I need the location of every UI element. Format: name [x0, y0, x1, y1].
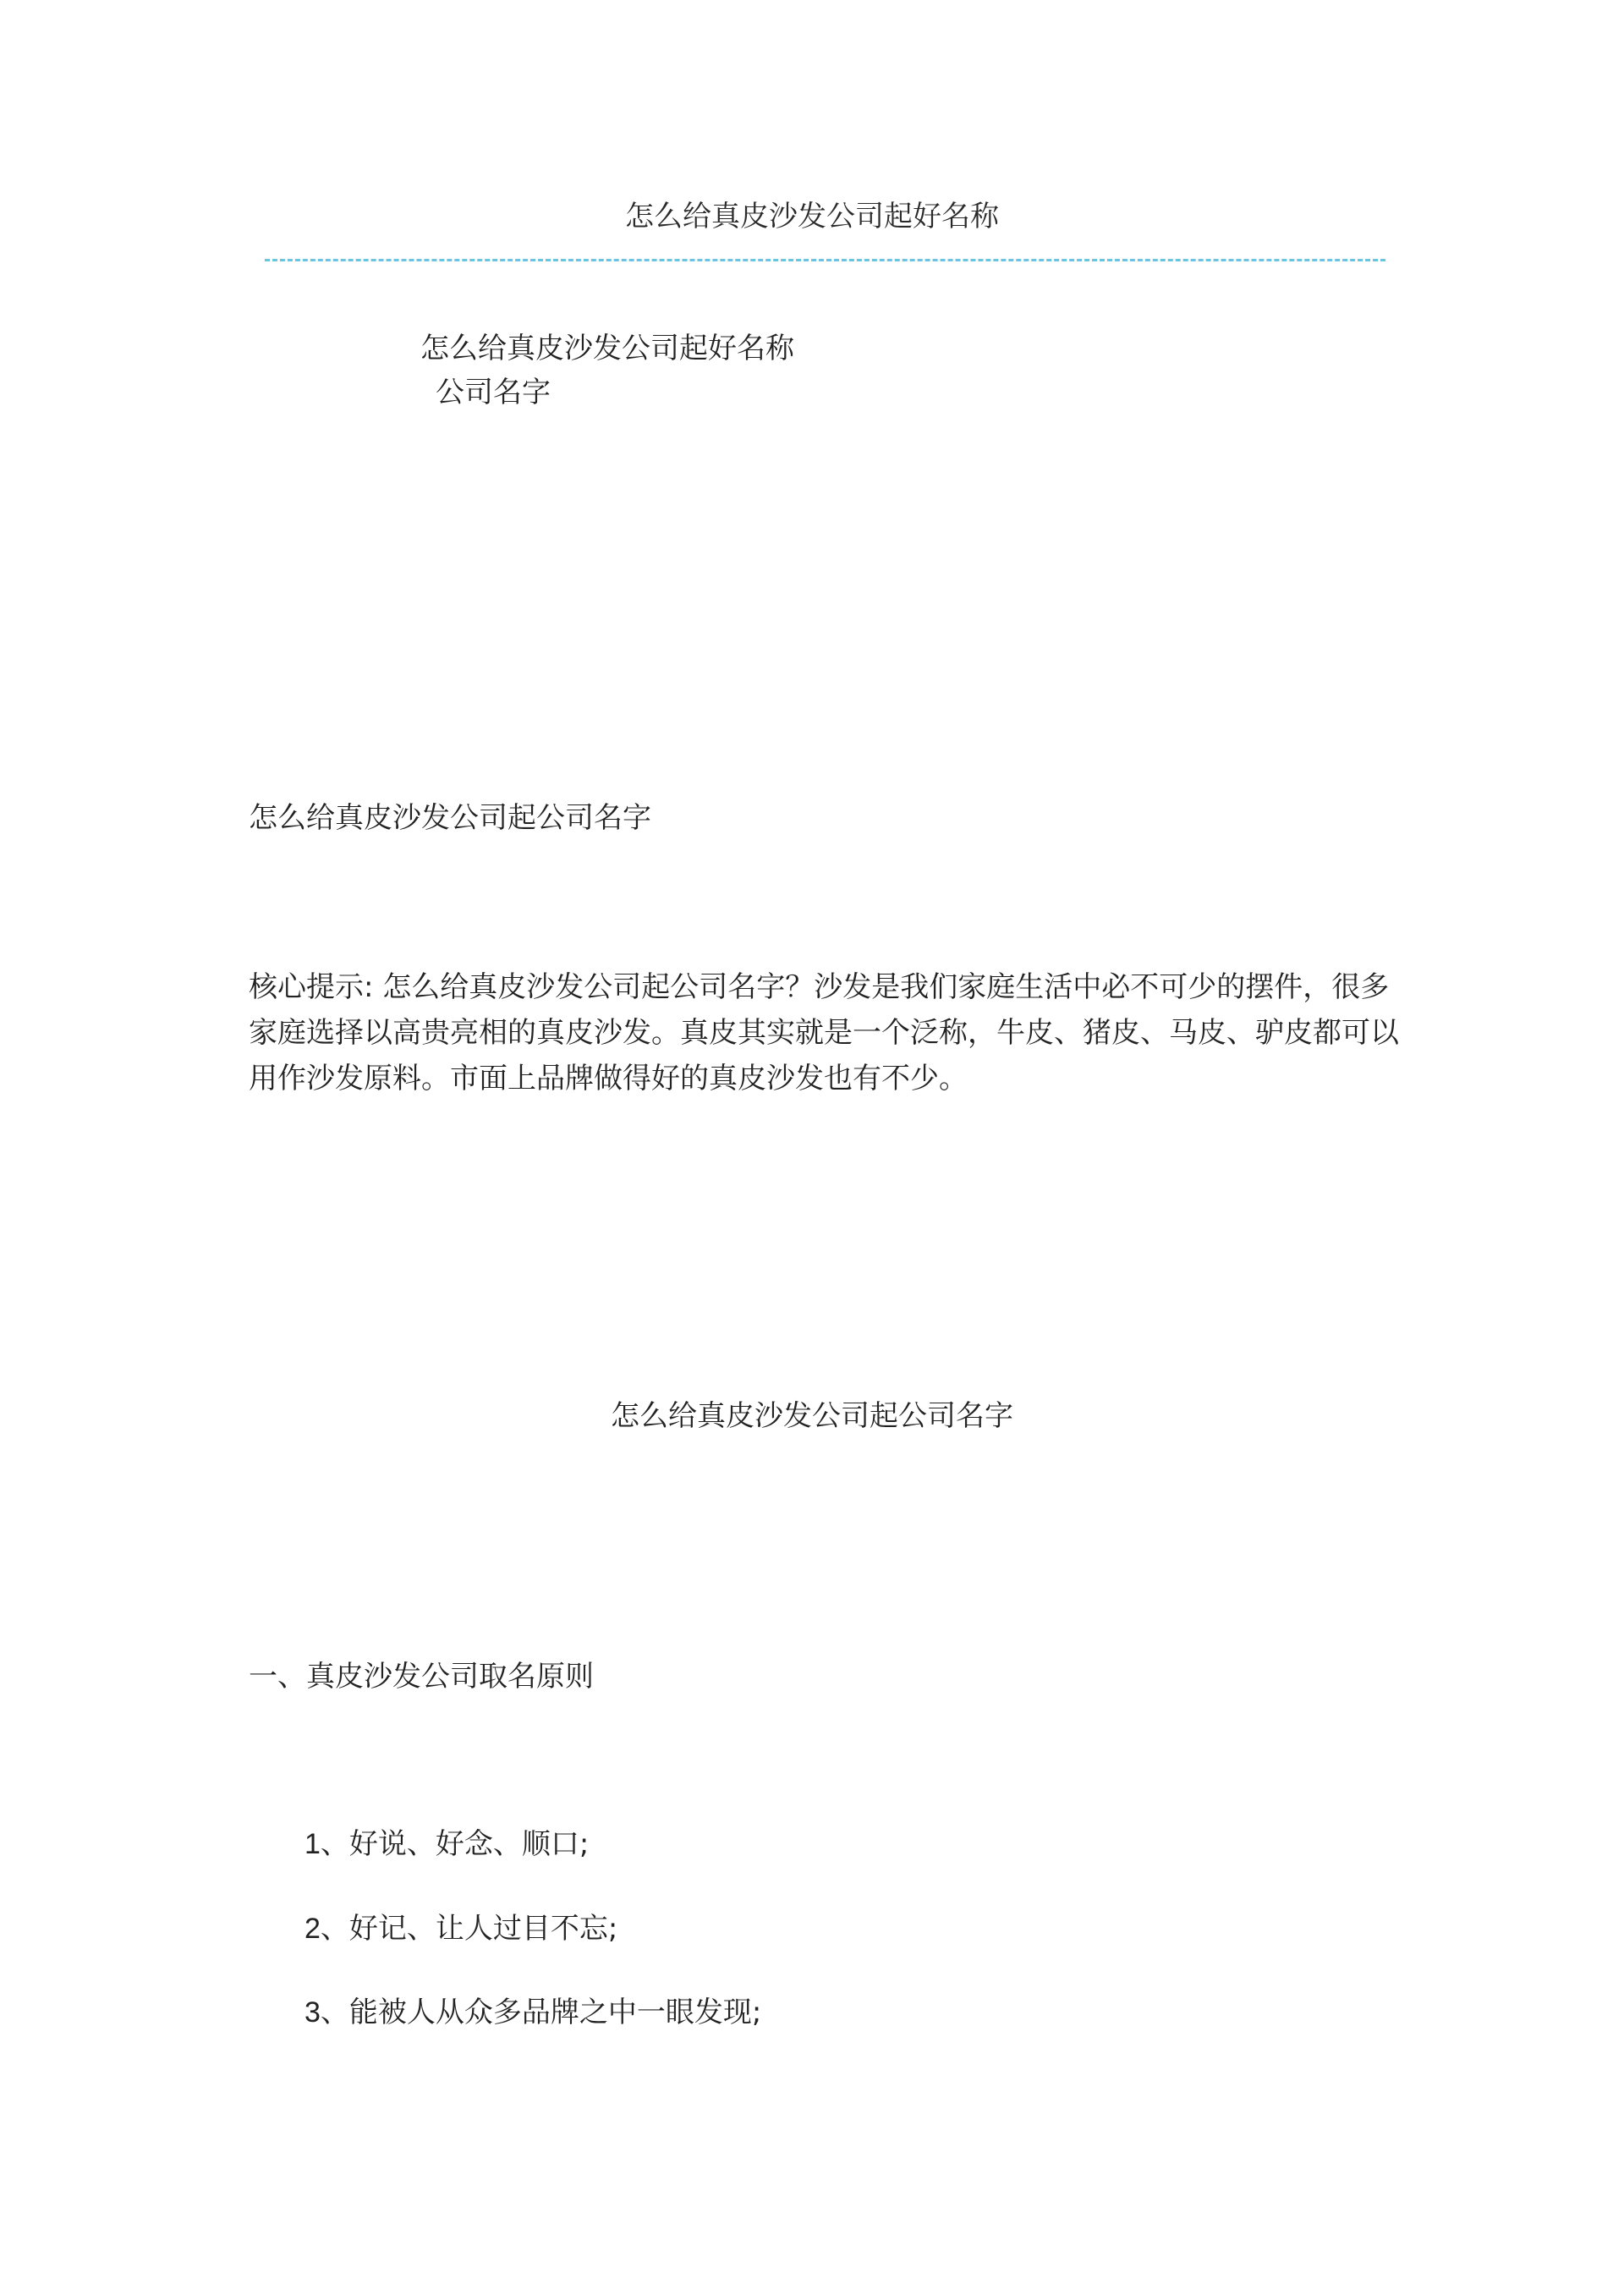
section-heading: 怎么给真皮沙发公司起公司名字	[249, 801, 651, 835]
list-item-number: 2	[304, 1913, 321, 1945]
summary-line: 用作沙发原料。市面上品牌做得好的真皮沙发也有不少。	[249, 1062, 968, 1095]
summary-line: 家庭选择以高贵亮相的真皮沙发。真皮其实就是一个泛称，牛皮、猪皮、马皮、驴皮都可以	[249, 1016, 1399, 1050]
list-item-text: 、能被人从众多品牌之中一眼发现;	[320, 1996, 762, 2029]
article-center-heading: 怎么给真皮沙发公司起公司名字	[611, 1399, 1013, 1433]
list-item-text: 、好说、好念、顺口;	[320, 1827, 590, 1861]
header-divider	[265, 259, 1385, 261]
list-item-number: 3	[304, 1996, 321, 2029]
document-header-title: 怎么给真皮沙发公司起好名称	[625, 200, 999, 233]
document-caption: 公司名字	[436, 376, 551, 409]
list-item-number: 1	[304, 1828, 321, 1860]
document-subtitle: 怎么给真皮沙发公司起好名称	[420, 332, 794, 365]
list-item	[304, 1826, 589, 1863]
list-item	[304, 1994, 761, 2031]
list-item	[304, 1910, 617, 1947]
summary-paragraph	[249, 964, 1399, 1101]
list-item-text: 、好记、让人过目不忘;	[320, 1912, 618, 1946]
principle-heading: 一、真皮沙发公司取名原则	[249, 1660, 594, 1694]
summary-line: 核心提示: 怎么给真皮沙发公司起公司名字？沙发是我们家庭生活中必不可少的摆件，很多	[249, 970, 1390, 1004]
